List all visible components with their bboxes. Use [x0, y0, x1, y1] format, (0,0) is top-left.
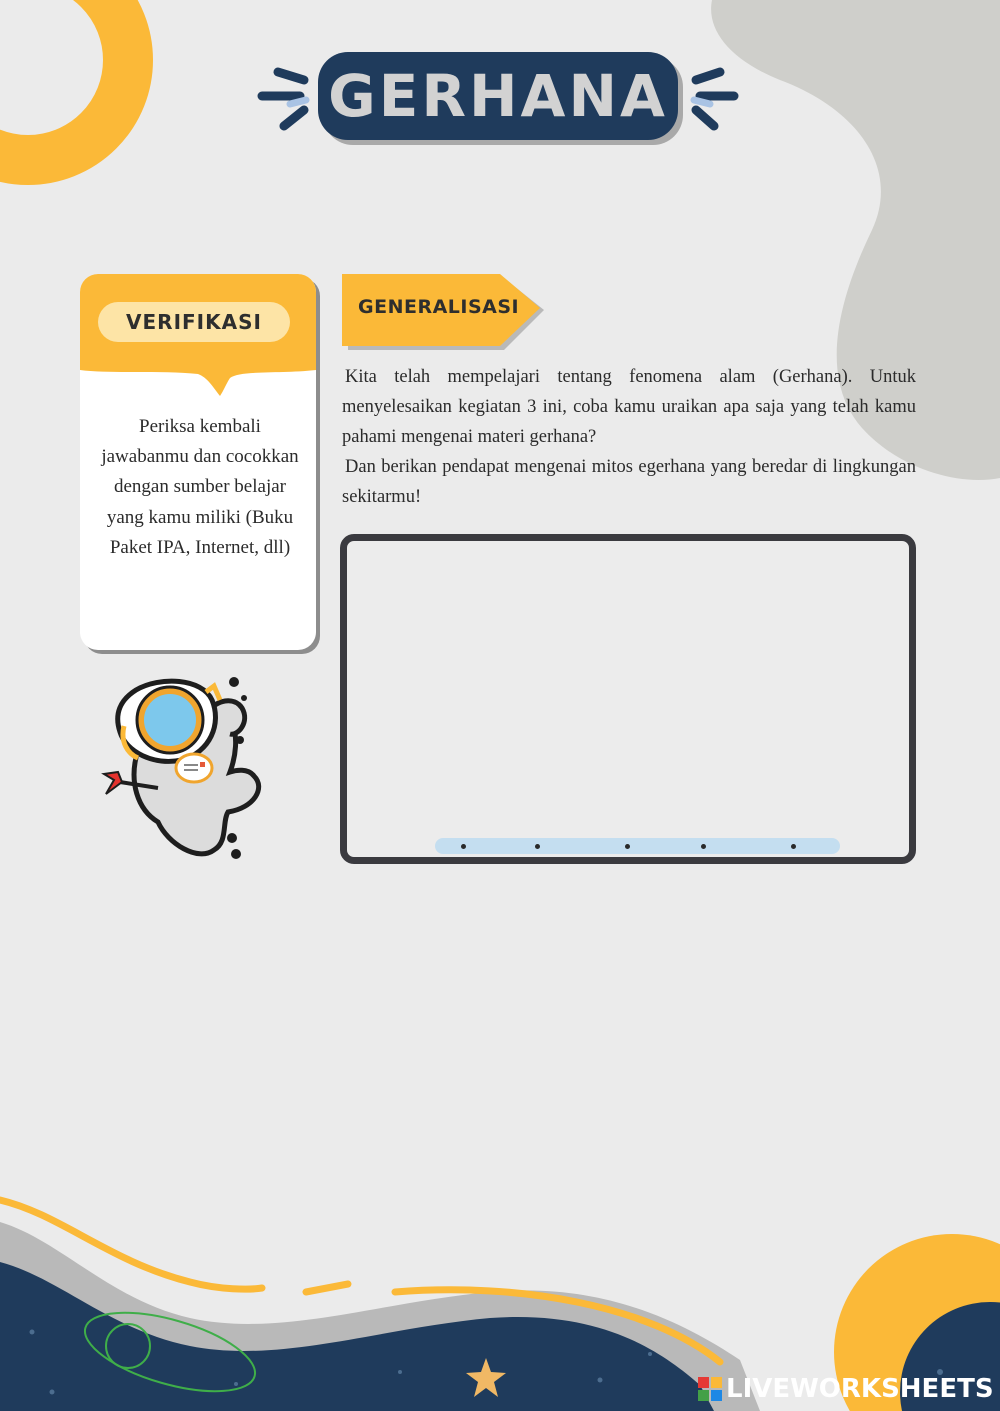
instruction-paragraph: Kita telah mempelajari tentang fenomena alam (Gerhana). Untuk menyelesaikan kegiatan 3 ini, coba kamu uraikan apa saja yang telah kamu pahami mengenai materi gerhana?: [342, 367, 916, 447]
yellow-stroke-2: [306, 1284, 348, 1292]
verification-card: [80, 274, 316, 650]
brand-name: LIVEWORKSHEETS: [726, 1374, 994, 1404]
liveworksheets-brand: [698, 1374, 994, 1404]
astronaut-icon: [98, 672, 270, 868]
page-title: GERHANA: [328, 62, 668, 130]
title-banner: [318, 52, 678, 140]
verification-text: Periksa kembali jawabanmu dan cocokkan dengan sumber belajar yang kamu miliki (Buku Paket IPA, Internet, dll): [101, 416, 299, 558]
generalization-label: GENERALISASI: [358, 296, 520, 318]
liveworksheets-logo-icon: [698, 1377, 722, 1401]
verification-label: VERIFIKASI: [126, 310, 262, 334]
instruction-paragraph: Dan berikan pendapat mengenai mitos egerhana yang beredar di lingkungan sekitarmu!: [342, 457, 916, 507]
instruction-text: [342, 362, 916, 512]
answer-line: [435, 838, 840, 854]
answer-textarea[interactable]: [340, 534, 916, 864]
verification-pill: [98, 302, 290, 342]
